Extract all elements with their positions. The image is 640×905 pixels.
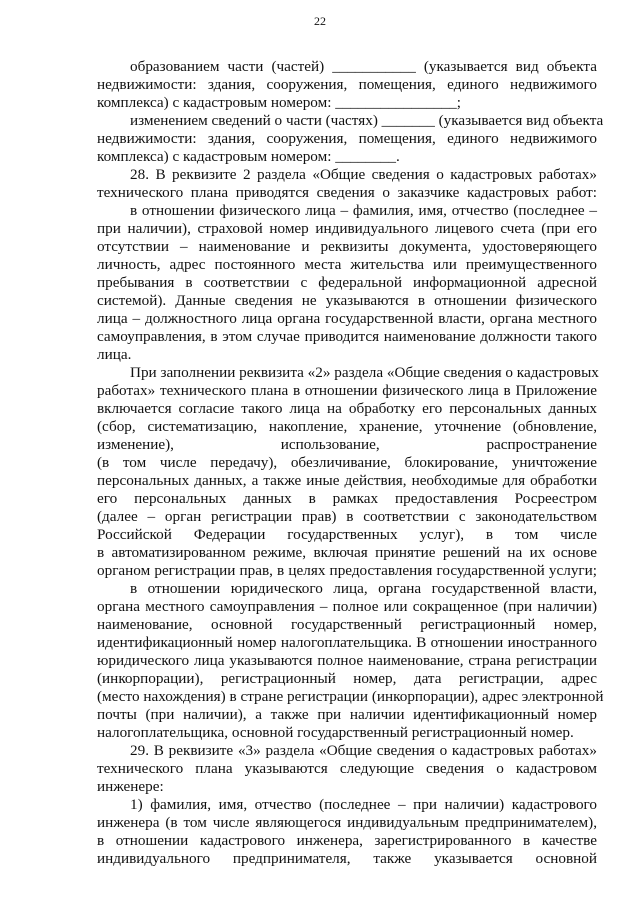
text-line: его персональных данных в рамках предоставления Росреестром bbox=[97, 490, 597, 507]
text-line: (далее – орган регистрации прав) в соответствии с законодательством bbox=[97, 508, 597, 525]
text-line: самоуправления, в этом случае приводится наименование должности такого bbox=[97, 328, 597, 345]
text-line: системой). Данные сведения не указываются в отношении физического bbox=[97, 292, 597, 309]
text-line: индивидуального предпринимателя, также указывается основной bbox=[97, 850, 597, 867]
text-line: в автоматизированном режиме, включая принятие решений на их основе bbox=[97, 544, 597, 561]
text-line: (сбор, систематизацию, накопление, хранение, уточнение (обновление, bbox=[97, 418, 597, 435]
text-line: почты (при наличии), а также при наличии идентификационный номер bbox=[97, 706, 597, 723]
text-line: пребывания в соответствии с федеральной информационной адресной bbox=[97, 274, 597, 291]
text-line: органом регистрации прав, в целях предоставления государственной услуги; bbox=[97, 562, 597, 579]
text-line: органа местного самоуправления – полное или сокращенное (при наличии) bbox=[97, 598, 597, 615]
text-line: комплекса) с кадастровым номером: ________. bbox=[97, 148, 400, 165]
text-line: налогоплательщика, основной государственный регистрационный номер. bbox=[97, 724, 574, 741]
text-line: инженера (в том числе являющегося индивидуальным предпринимателем), bbox=[97, 814, 597, 831]
text-line: включается согласие такого лица на обработку его персональных данных bbox=[97, 400, 597, 417]
text-line: (инкорпорации), регистрационный номер, дата регистрации, адрес bbox=[97, 670, 597, 687]
text-line: идентификационный номер налогоплательщика. В отношении иностранного bbox=[97, 634, 597, 651]
text-line: в отношении кадастрового инженера, зарегистрированного в качестве bbox=[97, 832, 597, 849]
text-line: недвижимости: здания, сооружения, помещения, единого недвижимого bbox=[97, 130, 597, 147]
text-line: личность, адрес постоянного места жительства или преимущественного bbox=[97, 256, 597, 273]
text-line: образованием части (частей) ___________ (указывается вид объекта bbox=[130, 58, 597, 75]
text-line: персональных данных, а также иные действия, необходимые для обработки bbox=[97, 472, 597, 489]
text-line: лица – должностного лица органа государственной власти, органа местного bbox=[97, 310, 597, 327]
text-line: (в том числе передачу), обезличивание, блокирование, уничтожение bbox=[97, 454, 597, 471]
text-line: комплекса) с кадастровым номером: ________________; bbox=[97, 94, 461, 111]
text-line: работах» технического плана в отношении физического лица в Приложение bbox=[97, 382, 597, 399]
text-line: изменением сведений о части (частях) _______ (указывается вид объекта bbox=[130, 112, 604, 129]
text-line: 1) фамилия, имя, отчество (последнее – при наличии) кадастрового bbox=[130, 796, 597, 813]
text-line: недвижимости: здания, сооружения, помещения, единого недвижимого bbox=[97, 76, 597, 93]
text-line: При заполнении реквизита «2» раздела «Общие сведения о кадастровых bbox=[130, 364, 599, 381]
text-line: 29. В реквизите «3» раздела «Общие сведения о кадастровых работах» bbox=[130, 742, 597, 759]
text-line: отсутствии – наименование и реквизиты документа, удостоверяющего bbox=[97, 238, 597, 255]
text-line: технического плана указываются следующие сведения о кадастровом bbox=[97, 760, 597, 777]
text-line: Российской Федерации государственных услуг), в том числе bbox=[97, 526, 597, 543]
text-line: 28. В реквизите 2 раздела «Общие сведения о кадастровых работах» bbox=[130, 166, 597, 183]
text-line: лица. bbox=[97, 346, 132, 363]
text-line: изменение), использование, распространение bbox=[97, 436, 597, 453]
text-line: юридического лица указываются полное наименование, страна регистрации bbox=[97, 652, 597, 669]
text-line: инженере: bbox=[97, 778, 164, 795]
text-line: в отношении физического лица – фамилия, имя, отчество (последнее – bbox=[130, 202, 597, 219]
text-line: в отношении юридического лица, органа государственной власти, bbox=[130, 580, 597, 597]
text-line: (место нахождения) в стране регистрации (инкорпорации), адрес электронной bbox=[97, 688, 604, 705]
page-number: 22 bbox=[314, 14, 326, 28]
text-line: при наличии), страховой номер индивидуального лицевого счета (при его bbox=[97, 220, 597, 237]
text-line: технического плана приводятся сведения о заказчике кадастровых работ: bbox=[97, 184, 597, 201]
text-line: наименование, основной государственный регистрационный номер, bbox=[97, 616, 597, 633]
